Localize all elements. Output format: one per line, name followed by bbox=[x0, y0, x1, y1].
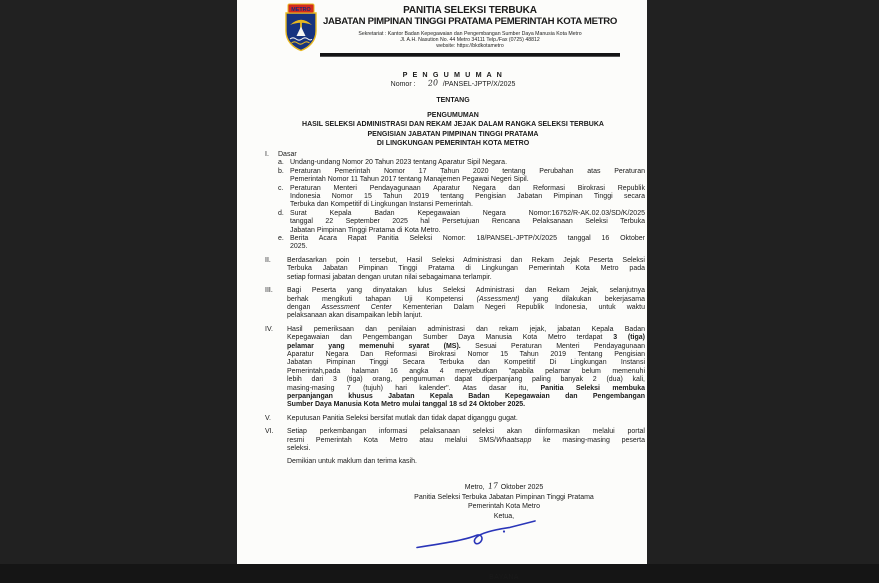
text-run: Terbuka dan Kompetitif di Lingkungan Instansi Pemerintah. bbox=[290, 201, 473, 209]
section-row bbox=[265, 326, 645, 410]
paragraph-line bbox=[287, 359, 645, 367]
text-run: Sumber Daya Manusia Kota Metro mulai tanggal 18 sd 24 Oktober 2025. bbox=[287, 401, 526, 409]
text-run: Pemerintah Nomor 11 Tahun 2017 tentang Manajemen Pegawai Negeri Sipil. bbox=[290, 176, 529, 184]
date-handwritten-value: 17 bbox=[487, 481, 499, 491]
paragraph-line bbox=[287, 437, 645, 445]
list-item-letter: d. bbox=[278, 209, 284, 217]
paragraph-line bbox=[287, 393, 645, 401]
closing-row bbox=[265, 458, 645, 466]
text-run: (Assessment) bbox=[476, 295, 520, 303]
announcement-page bbox=[237, 0, 647, 581]
closing-indent bbox=[265, 458, 287, 466]
text-run: Peraturan Pemerintah Nomor 17 Tahun 2020 tentang Perubahan atas Peraturan bbox=[290, 167, 645, 175]
date-suffix: Oktober 2025 bbox=[500, 484, 544, 491]
nomor-suffix: /PANSEL-JPTP/X/2025 bbox=[442, 81, 516, 88]
letterhead-website: website: https://bkdkotametro bbox=[436, 42, 504, 49]
paragraph-line bbox=[290, 227, 645, 235]
signatory-name: BAYANA bbox=[489, 574, 519, 581]
paragraph-line bbox=[287, 368, 645, 376]
place-prefix: Metro, bbox=[464, 484, 485, 491]
section-row bbox=[265, 287, 645, 321]
section-content bbox=[287, 415, 645, 423]
closing-content bbox=[287, 458, 645, 466]
nomor-prefix: Nomor : bbox=[390, 81, 416, 88]
text-run: Surat Kepala Badan Kepegawaian Negara Nomor:16752/R-AK.02.03/SD/K/2025 bbox=[290, 209, 645, 217]
list-item bbox=[278, 159, 645, 167]
paragraph-line bbox=[287, 415, 645, 423]
text-run: Berdasarkan poin I tersebut, Hasil Seleksi Administrasi dan Rekam Jejak Peserta Seleksi bbox=[287, 256, 645, 264]
paragraph-line bbox=[287, 326, 645, 334]
section-number: V. bbox=[265, 414, 271, 422]
text-run: 2025. bbox=[290, 243, 308, 251]
text-run: ke masing-masing peserta bbox=[531, 436, 645, 444]
section-content bbox=[287, 326, 645, 410]
paragraph-line bbox=[290, 168, 645, 176]
text-run: Hasil pemeriksaan dan penilaian administrasi dan rekam jejak, jabatan Kepala Badan bbox=[287, 325, 645, 333]
paragraph-line bbox=[290, 159, 645, 167]
section-content bbox=[278, 151, 645, 252]
text-run: Kepegawaian dan Pengembangan Sumber Daya Manusia Kota Metro terdapat bbox=[287, 334, 614, 342]
paragraph-line bbox=[287, 401, 645, 409]
paragraph-line bbox=[290, 201, 645, 209]
text-run: Sesuai Peraturan Menteri Pendayagunaan bbox=[460, 342, 645, 350]
paragraph-line bbox=[287, 343, 645, 351]
text-run: Indonesia Nomor 15 Tahun 2019 tentang Pengisian Jabatan Pimpinan Tinggi secara bbox=[290, 193, 645, 201]
list-item bbox=[278, 235, 645, 252]
list-item bbox=[278, 168, 645, 185]
paragraph-line bbox=[290, 193, 645, 201]
paragraph-line bbox=[290, 176, 645, 184]
signature-role: Ketua, bbox=[493, 512, 515, 520]
text-run: Assessment Center bbox=[321, 303, 392, 311]
announcement-number-line bbox=[267, 79, 639, 90]
text-run: perpanjangan khusus Jabatan Kepala Badan Kepegawaian dan Pengembangan bbox=[287, 392, 645, 400]
text-run: Keputusan Panitia Seleksi bersifat mutlak dan tidak dapat diganggu gugat. bbox=[287, 414, 518, 422]
paragraph-line bbox=[287, 445, 645, 453]
section-content bbox=[287, 257, 645, 282]
paragraph-line bbox=[290, 185, 645, 193]
text-run: yang dilakukan bekerjasama bbox=[519, 295, 645, 303]
body-sections bbox=[265, 151, 645, 472]
section-number: VI. bbox=[265, 428, 274, 436]
list-item-letter: c. bbox=[278, 184, 284, 192]
paragraph-line bbox=[287, 385, 645, 393]
text-run: dengan bbox=[287, 303, 322, 311]
letterhead bbox=[320, 5, 620, 49]
text-run: seleksi. bbox=[287, 445, 311, 452]
list-item-body bbox=[290, 210, 645, 235]
text-run: Peraturan Menteri Pendayagunaan Aparatur Negara dan Reformasi Birokrasi Republik bbox=[290, 184, 645, 192]
paragraph-line bbox=[287, 265, 645, 273]
subject-line: PENGISIAN JABATAN PIMPINAN TINGGI PRATAMA bbox=[367, 130, 539, 138]
text-run: Whaatsapp bbox=[495, 436, 532, 444]
list-item-letter: b. bbox=[278, 167, 284, 175]
paragraph-line bbox=[290, 243, 645, 251]
paragraph-line bbox=[287, 257, 645, 265]
subject-title: PENGUMUMAN bbox=[427, 112, 479, 119]
paragraph-line bbox=[287, 351, 645, 359]
signature-org-line2: Pemerintah Kota Metro bbox=[468, 503, 540, 510]
subject-line: HASIL SELEKSI ADMINISTRASI DAN REKAM JEJAK DALAM RANGKA SELEKSI TERBUKA bbox=[302, 121, 604, 129]
letterhead-org-line1: PANITIA SELEKSI TERBUKA bbox=[403, 5, 537, 16]
section-number: I. bbox=[265, 151, 269, 158]
text-run: Setiap perkembangan informasi pelaksanaan seleksi akan diinformasikan melalui portal bbox=[287, 428, 645, 436]
section-content bbox=[287, 287, 645, 321]
text-run: Jabatan Pimpinan Tinggi Pratama di Kota Metro. bbox=[290, 226, 441, 234]
section-number: II. bbox=[265, 256, 271, 264]
text-run: masing-masing 7 (tujuh) hari kalender". Atas dasar itu, bbox=[287, 384, 541, 392]
subject-block bbox=[267, 111, 639, 149]
paragraph-line bbox=[287, 274, 645, 282]
announcement-heading: P E N G U M U M A N bbox=[402, 70, 504, 79]
text-run: Kementerian Dalam Negeri Republik Indonesia, untuk waktu bbox=[391, 303, 645, 311]
section-row bbox=[265, 428, 645, 453]
paragraph-line bbox=[287, 428, 645, 436]
paragraph-line bbox=[287, 304, 645, 312]
metro-city-emblem-logo bbox=[282, 3, 320, 52]
list-item-letter: e. bbox=[278, 235, 284, 243]
text-run: tanggal 22 September 2025 hal Persetujuan Rencana Pelaksanaan Seleksi Terbuka bbox=[290, 218, 645, 226]
closing-line: Demikian untuk maklum dan terima kasih. bbox=[287, 458, 417, 466]
list-item-body bbox=[290, 159, 645, 167]
tentang-label: TENTANG bbox=[436, 96, 470, 104]
paragraph-line bbox=[287, 296, 645, 304]
text-run: resmi Pemerintah Kota Metro atau melalui SMS/ bbox=[287, 436, 496, 444]
letterhead-rule bbox=[320, 53, 620, 56]
list-item-body bbox=[290, 235, 645, 252]
letterhead-address: Jl. A.H. Nasution No. 44 Metro 34111 Telp./Fax (0725) 48812 bbox=[400, 36, 540, 43]
signature-org-line1: Panitia Seleksi Terbuka Jabatan Pimpinan Tinggi Pratama bbox=[414, 493, 594, 501]
section-content bbox=[287, 428, 645, 453]
text-run: 3 (tiga) bbox=[613, 334, 646, 342]
text-run: Bagi Peserta yang dinyatakan lulus Seleksi Administrasi dan Rekam Jejak, selanjutnya bbox=[287, 287, 645, 295]
section-row bbox=[265, 151, 645, 252]
paragraph-line bbox=[290, 218, 645, 226]
text-run: berhak mengikuti tahapan Uji Kompetensi bbox=[287, 295, 477, 303]
list-item-body bbox=[290, 168, 645, 185]
subject-line: DI LINGKUNGAN PEMERINTAH KOTA METRO bbox=[376, 140, 530, 148]
text-run: Berita Acara Rapat Panitia Seleksi Nomor: 18/PANSEL-JPTP/X/2025 tanggal 16 Oktober bbox=[290, 235, 645, 243]
text-run: lebih dari 3 (tiga) orang, pengumuman dapat diperpanjang paling banyak 2 (dua) kali, bbox=[287, 376, 645, 384]
paragraph-line bbox=[290, 210, 645, 218]
nomor-handwritten-value: 20 bbox=[427, 78, 439, 88]
text-run: Pemerintah,pada halaman 16 angka 4 menyebutkan "apabila pelamar belum memenuhi bbox=[287, 367, 645, 375]
letterhead-org-line2: JABATAN PIMPINAN TINGGI PRATAMA PEMERINTAH KOTA METRO bbox=[322, 16, 618, 27]
letterhead-secretariat: Sekretariat : Kantor Badan Kepegawaian dan Pengembangan Sumber Daya Manusia Kota Metro bbox=[358, 30, 582, 37]
text-run: Terbuka Jabatan Pimpinan Tinggi Pratama di Lingkungan Pemerintah Kota Metro pada bbox=[287, 265, 645, 273]
list-item-body bbox=[290, 185, 645, 210]
list-item bbox=[278, 185, 645, 210]
paragraph-line bbox=[287, 312, 645, 320]
section-row bbox=[265, 257, 645, 282]
text-run: Undang-undang Nomor 20 Tahun 2023 tentang Aparatur Sipil Negara. bbox=[290, 159, 508, 167]
text-run: Aparatur Negara Dan Reformasi Birokrasi Nomor 15 Tahun 2019 Tentang Pengisian bbox=[287, 350, 645, 358]
title-block bbox=[267, 70, 639, 149]
text-run: Jabatan Pimpinan Tinggi Secara Terbuka dan Kompetitif Di Lingkungan Instansi bbox=[287, 359, 645, 367]
text-run: pelaksanaan akan disampaikan lebih lanjut. bbox=[287, 312, 423, 320]
section-number: III. bbox=[265, 287, 273, 295]
paragraph-line bbox=[290, 235, 645, 243]
section-row bbox=[265, 415, 645, 423]
list-item-letter: a. bbox=[278, 159, 284, 167]
paragraph-line bbox=[287, 334, 645, 342]
place-date-line bbox=[389, 482, 619, 493]
paragraph-line bbox=[287, 376, 645, 384]
svg-text:METRO: METRO bbox=[291, 6, 311, 13]
text-run: Panitia Seleksi membuka bbox=[540, 384, 645, 392]
text-run: setiap formasi jabatan dengan urutan nilai sebagaimana terlampir. bbox=[287, 273, 492, 281]
handwritten-signature bbox=[407, 515, 547, 551]
text-run: pelamar yang memenuhi syarat (MS). bbox=[287, 342, 461, 350]
section-heading: Dasar bbox=[278, 151, 297, 158]
list-item bbox=[278, 210, 645, 235]
section-number: IV. bbox=[265, 325, 273, 333]
paragraph-line bbox=[287, 287, 645, 295]
